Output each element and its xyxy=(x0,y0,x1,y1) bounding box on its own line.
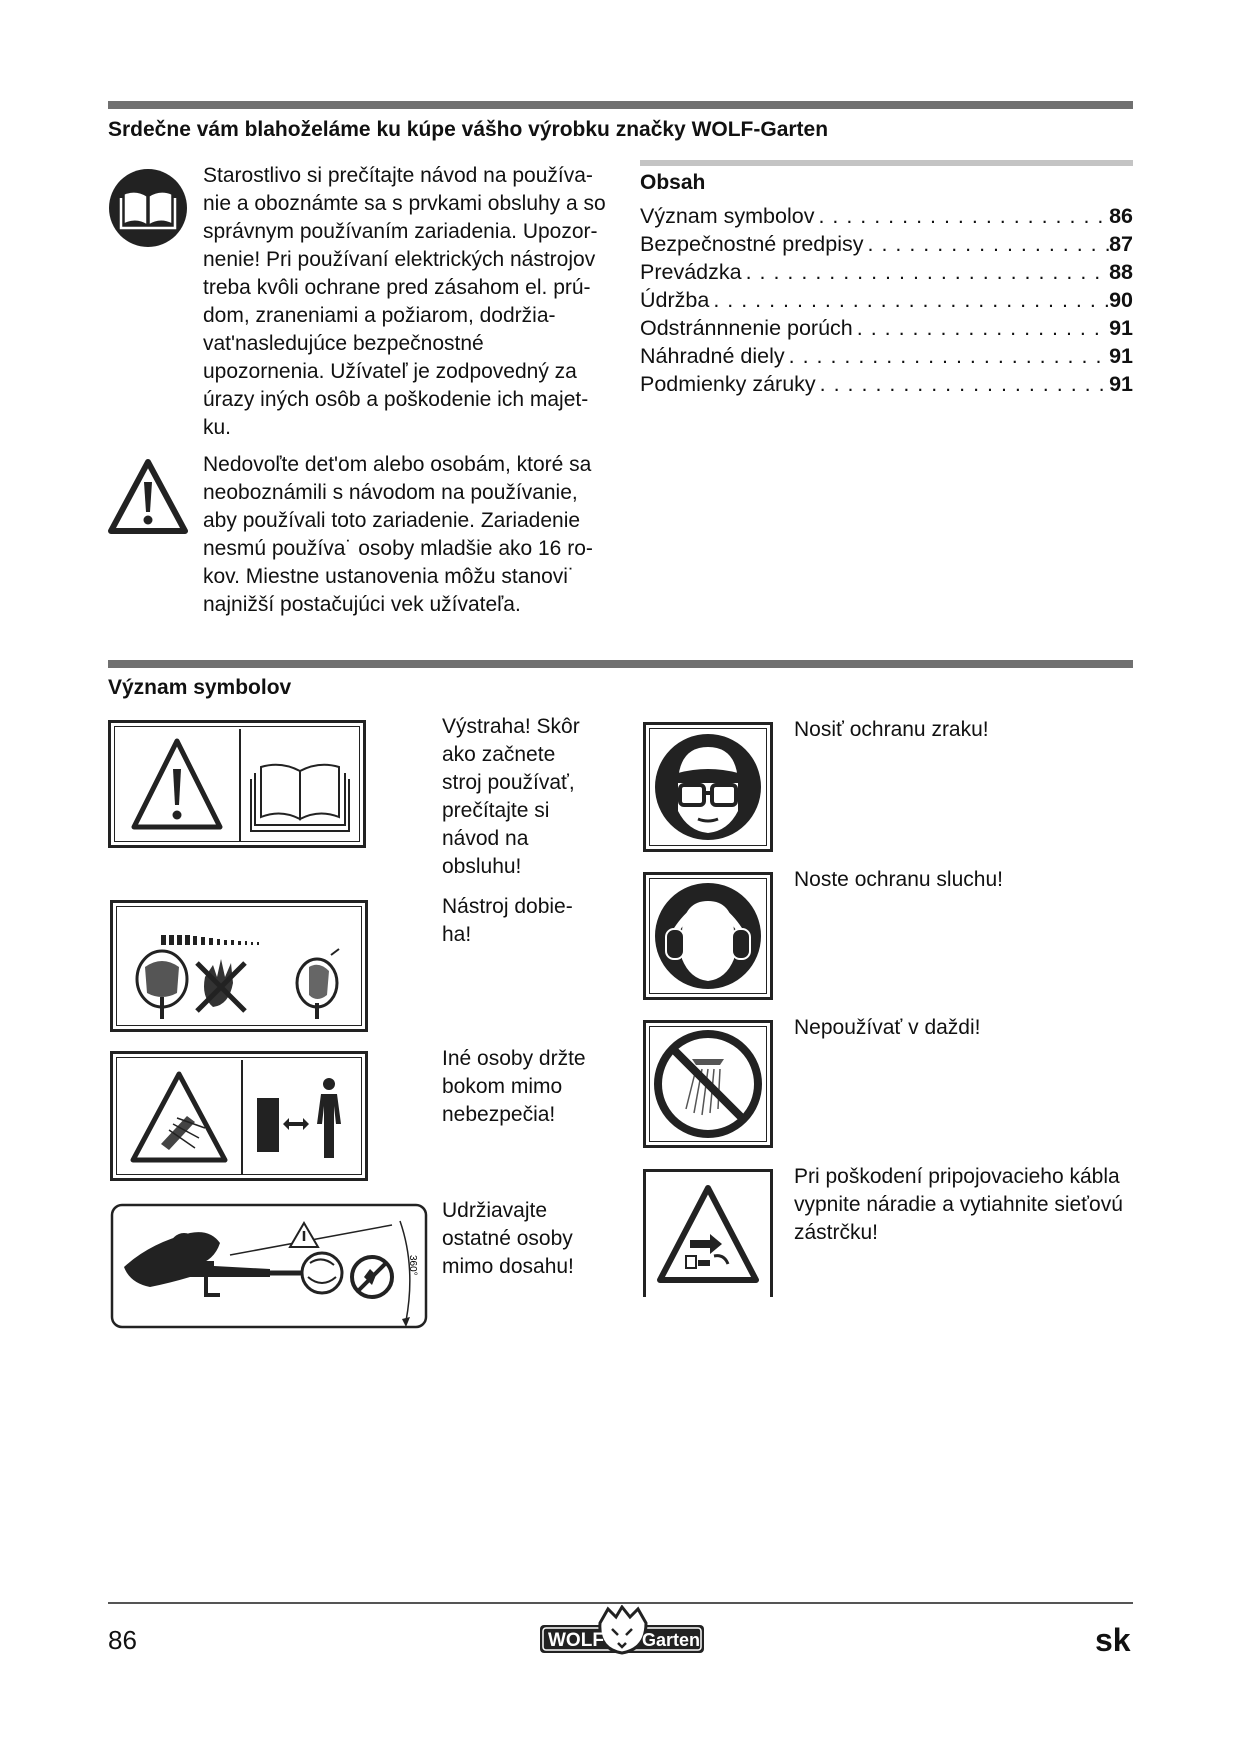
page-number: 86 xyxy=(108,1625,137,1655)
warning-read-manual-icon xyxy=(108,720,366,848)
toc-item-page: 87 xyxy=(1109,232,1133,256)
bystanders-distance-icon xyxy=(110,1203,428,1329)
text-line: Nosiť ochranu zraku! xyxy=(794,718,989,741)
text-line: prečítajte si xyxy=(442,799,550,822)
toc-leader xyxy=(816,370,1109,398)
toc-item-page: 91 xyxy=(1109,316,1133,340)
logo-text-garten: Garten xyxy=(642,1630,701,1650)
toc-rule xyxy=(640,160,1133,166)
symbol-caption xyxy=(442,893,573,949)
text-line: mimo dosahu! xyxy=(442,1255,574,1278)
read-manual-icon xyxy=(108,168,188,248)
text-line: zástrčku! xyxy=(794,1221,879,1244)
text-line: Nepoužívať v daždi! xyxy=(794,1016,981,1039)
text-line: vat'nasledujúce bezpečnostné xyxy=(203,332,484,355)
logo-text-wolf: WOLF xyxy=(548,1630,604,1651)
text-line: bokom mimo xyxy=(442,1075,563,1098)
toc-item-page: 88 xyxy=(1109,260,1133,284)
ear-protection-icon xyxy=(643,872,773,1000)
toc-leader xyxy=(864,230,1110,258)
keep-bystanders-away-icon xyxy=(110,1051,368,1181)
toc-item-label: Údržba xyxy=(640,288,710,312)
text-line: ako začnete xyxy=(442,743,556,766)
text-line: Noste ochranu sluchu! xyxy=(794,868,1003,891)
text-line: Iné osoby držte xyxy=(442,1047,586,1070)
toc-item-label: Bezpečnostné predpisy xyxy=(640,232,864,256)
unplug-cable-icon xyxy=(643,1169,773,1297)
toc-item[interactable] xyxy=(640,202,1133,230)
text-line: aby používali toto zariadenie. Zariadenie xyxy=(203,509,581,532)
text-line: ostatné osoby xyxy=(442,1227,573,1250)
text-line: Starostlivo si prečítajte návod na používa- xyxy=(203,164,593,187)
toc-item-label: Prevádzka xyxy=(640,260,742,284)
symbol-caption xyxy=(794,1163,1123,1247)
symbol-caption xyxy=(442,713,580,881)
read-manual-text xyxy=(203,162,613,442)
toc-item-page: 91 xyxy=(1109,344,1133,368)
text-line: obsluhu! xyxy=(442,855,522,878)
text-line: Nedovoľte det'om alebo osobám, ktoré sa xyxy=(203,453,592,476)
text-line: nebezpečia! xyxy=(442,1103,556,1126)
toc-item-label: Náhradné diely xyxy=(640,344,785,368)
no-rain-icon xyxy=(643,1020,773,1148)
symbols-title: Význam symbolov xyxy=(108,676,292,699)
toc-item-page: 91 xyxy=(1109,372,1133,396)
text-line: dom, zraneniami a požiarom, dodržia- xyxy=(203,304,556,327)
toc-item-label: Odstránnnenie porúch xyxy=(640,316,853,340)
text-line: nie a oboznámte sa s prvkami obsluhy a so xyxy=(203,192,606,215)
toc-item-label: Podmienky záruky xyxy=(640,372,816,396)
text-line: Výstraha! Skôr xyxy=(442,715,580,738)
symbol-caption xyxy=(794,716,989,744)
top-rule xyxy=(108,101,1133,109)
toc-item-page: 90 xyxy=(1109,288,1133,312)
toc-title: Obsah xyxy=(640,171,706,194)
language-code: sk xyxy=(1095,1622,1131,1658)
wolf-garten-logo xyxy=(538,1605,706,1657)
text-line: ku. xyxy=(203,416,232,439)
text-line: úrazy iných osôb a poškodenie ich majet- xyxy=(203,388,589,411)
symbol-caption xyxy=(442,1045,586,1129)
text-line: najnižší postačujúci vek užívateľa. xyxy=(203,593,521,616)
toc-item[interactable] xyxy=(640,258,1133,286)
toc-item-page: 86 xyxy=(1109,204,1133,228)
section-rule xyxy=(108,660,1133,668)
toc-leader xyxy=(709,286,1109,314)
warning-text xyxy=(203,451,613,619)
text-line: treba kvôli ochrane pred zásahom el. prú- xyxy=(203,276,591,299)
text-line: návod na xyxy=(442,827,529,850)
toc-item[interactable] xyxy=(640,286,1133,314)
toc-leader xyxy=(814,202,1109,230)
footer-rule xyxy=(108,1602,1133,1604)
toc-item[interactable] xyxy=(640,314,1133,342)
toc-leader xyxy=(742,258,1109,286)
text-line: stroj používať, xyxy=(442,771,575,794)
toc-leader xyxy=(785,342,1109,370)
symbol-caption xyxy=(442,1197,574,1281)
text-line: nenie! Pri používaní elektrických nástrojov xyxy=(203,248,596,271)
text-line: Pri poškodení pripojovacieho kábla xyxy=(794,1165,1120,1188)
toc-item[interactable] xyxy=(640,230,1133,258)
text-line: Udržiavajte xyxy=(442,1199,548,1222)
text-line: nesmú používa˙ osoby mladšie ako 16 ro- xyxy=(203,537,593,560)
rotating-tool-icon xyxy=(110,900,368,1032)
text-line: ha! xyxy=(442,923,472,946)
warning-triangle-icon xyxy=(108,457,188,537)
toc-item[interactable] xyxy=(640,342,1133,370)
eye-protection-icon xyxy=(643,722,773,852)
toc-item[interactable] xyxy=(640,370,1133,398)
toc-item-label: Význam symbolov xyxy=(640,204,815,228)
text-line: kov. Miestne ustanovenia môžu stanovi˙ xyxy=(203,565,575,588)
intro-title: Srdečne vám blahoželáme ku kúpe vášho výrobku značky WOLF-Garten xyxy=(108,118,829,141)
text-line: vypnite náradie a vytiahnite sieťovú xyxy=(794,1193,1123,1216)
text-line: Nástroj dobie- xyxy=(442,895,573,918)
text-line: správnym používaním zariadenia. Upozor- xyxy=(203,220,598,243)
text-line: neoboznámili s návodom na používanie, xyxy=(203,481,578,504)
symbol-caption xyxy=(794,1014,980,1042)
toc-leader xyxy=(853,314,1109,342)
text-line: upozornenia. Užívateľ je zodpovedný za xyxy=(203,360,577,383)
angle-label: 360° xyxy=(407,1255,418,1276)
symbol-caption xyxy=(794,866,1003,894)
